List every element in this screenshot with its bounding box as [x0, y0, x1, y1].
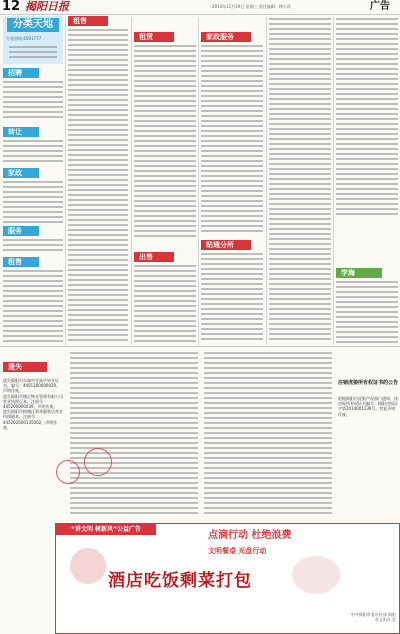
column-rule-1 — [65, 17, 66, 345]
lost-notices-column-3 — [204, 352, 332, 518]
category-header-3: 家政 — [3, 168, 39, 178]
ad-banner: “讲文明 树新风”公益广告 — [56, 524, 156, 535]
category-header-1: 招聘 — [3, 68, 39, 78]
column3-text-2 — [134, 265, 196, 345]
column5-text — [269, 18, 331, 345]
category-header-6: 租售 — [68, 16, 108, 26]
ad-organization: 中共揭阳市委宣传部 揭阳市文明办 宣 — [350, 612, 396, 622]
category-header-9: 家政服务 — [201, 32, 251, 42]
column1-text-3 — [3, 181, 63, 225]
lost-notice-1: 遗失揭阳市东湖中学高中毕业证书，编号：4491300000029，声明作废。 — [3, 378, 61, 394]
lost-notice-3: 遗失揭阳市榕城区莉华服装店营业执照副本，注册号：445202600135002，声明作废。 — [3, 409, 63, 430]
column-rule-5 — [333, 17, 334, 345]
classifieds-phone: 分类热线:6591777 — [6, 36, 42, 41]
ad-subslogan: 文明餐桌 光盘行动 — [208, 547, 267, 555]
header-info: 2014年11月19日 星期三 责任编辑：林小凤 — [212, 4, 291, 9]
category-header-11: 学海 — [336, 268, 382, 278]
category-header-10: 贴通分所 — [201, 240, 251, 250]
category-header-8: 出售 — [134, 252, 174, 262]
cancel-notice-text: 根据揭阳市虎狼产权部门通知，该房屋所有权证书编号：揭阳房权证字第2014001239号，特此声明作废。 — [338, 396, 398, 417]
classifieds-deco — [9, 46, 57, 60]
lost-notices-header: 遗失 — [3, 362, 47, 372]
category-header-5: 租售 — [3, 257, 39, 267]
column-rule-4 — [266, 17, 267, 345]
column4-text-1 — [201, 45, 263, 235]
newspaper-logo: 揭阳日报 — [25, 0, 69, 13]
ad-slogan: 点滴行动 杜绝浪费 — [208, 530, 292, 541]
column6-text-1 — [336, 18, 398, 218]
category-header-7: 租赁 — [134, 32, 174, 42]
column4-text-2 — [201, 253, 263, 345]
classifieds-title: 分类天地 — [7, 18, 59, 32]
column-rule-2 — [131, 17, 132, 345]
page-number: 12 — [2, 0, 21, 14]
column1-text-2 — [3, 140, 63, 166]
classifieds-box — [3, 16, 63, 64]
column-rule-3 — [198, 17, 199, 345]
column1-text-1 — [3, 81, 63, 123]
official-seal-1 — [56, 460, 80, 484]
lost-notices-column-1 — [3, 378, 63, 518]
cancel-notice-title: 注销虎狼所有权证书的公告 — [338, 380, 399, 386]
column6-text-2 — [336, 281, 398, 345]
ad-bowl-graphic — [292, 556, 340, 594]
ad-plate-graphic — [70, 548, 106, 584]
column3-text-1 — [134, 45, 196, 241]
section-label: 广告 — [370, 1, 390, 12]
column2-text — [68, 29, 128, 345]
category-header-2: 转让 — [3, 127, 39, 137]
category-header-4: 服务 — [3, 226, 39, 236]
column1-text-4 — [3, 239, 63, 255]
ad-title: 酒店吃饭剩菜打包 — [108, 571, 252, 591]
column1-text-5 — [3, 270, 63, 344]
lost-notice-2: 遗失揭阳市德正物业管理有限公司营业执照正本，注册号：445200000039，声明作废。 — [3, 393, 63, 410]
lost-notices-column-2 — [70, 352, 198, 518]
official-seal-2 — [84, 448, 112, 476]
section-divider — [0, 346, 400, 347]
